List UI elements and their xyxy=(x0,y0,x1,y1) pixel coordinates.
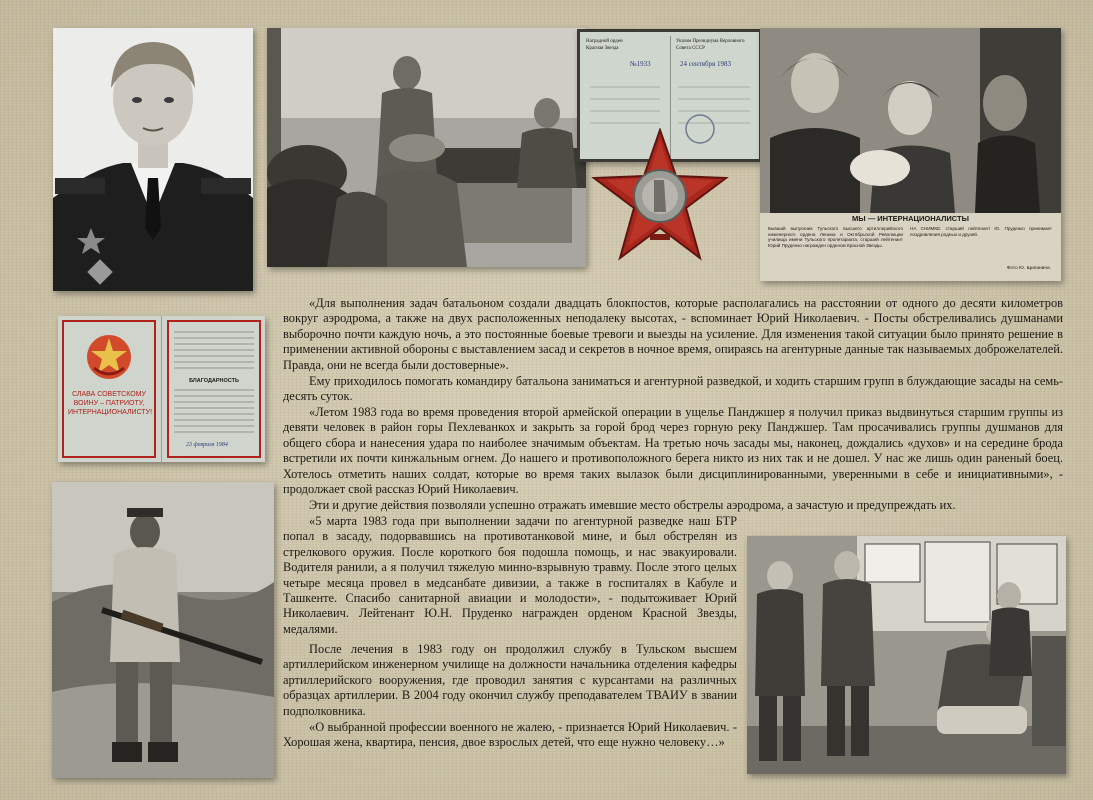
certificate-right-header: Указом Президиума Верховного Совета СССР xyxy=(676,39,745,51)
banner-emblem-icon xyxy=(84,332,134,382)
newspaper-caption: Бывший выпускник Тульского высшего артиллерийского инженерного ордена Ленина и Октябрьской Революции училища имени Тульского пролетариата, старший лейтенант Юрий Пруденко награжден орденом Красной Звезды. xyxy=(768,226,903,249)
classroom-photo xyxy=(747,536,1066,774)
booklet-slogan: СЛАВА СОВЕТСКОМУ ВОИНУ – ПАТРИОТУ, ИНТЕРНАЦИОНАЛИСТУ! xyxy=(68,391,153,416)
booklet-title: БЛАГОДАРНОСТЬ xyxy=(189,378,239,384)
newspaper-clipping xyxy=(760,28,1061,281)
red-star-order-icon xyxy=(590,128,730,264)
paragraph-1: «Для выполнения задач батальоном создали двадцать блокпостов, которые располагались на расстоянии от одного до десяти километров вокруг аэродрома, а также на двух расположенных неподалеку высотах, - вспоминает Юрий Николаевич. - Посты обстреливались душманами выборочно почти каждую ночь, а это постоянные боевые тревоги и выезды на усиление. Для изменения такой ситуации было принято решение в применении активной обороны с выставлением засад и секретов в ночное время, опираясь на агентурные данные так называемых доброжелателей. Правда, они не всегда были достоверные». xyxy=(283,296,1063,372)
certificate-number: №1933 xyxy=(630,60,651,68)
booklet-date: 23 февраля 1984 xyxy=(186,442,228,448)
paragraph-6: После лечения в 1983 году он продолжил службу в Тульском высшем артиллерийском инженерном училище на должности начальника отделения кафедры артиллерийского вооружения, где проводил занятия с курсантами на различных образцах артиллерии. В 2004 году окончил службу преподавателем ТВАИУ в звании подполковника. xyxy=(283,642,737,718)
newspaper-headline: МЫ — ИНТЕРНАЦИОНАЛИСТЫ xyxy=(852,214,969,223)
certificate-date: 24 сентября 1983 xyxy=(680,60,732,68)
gratitude-booklet xyxy=(58,316,265,462)
meeting-photo xyxy=(267,28,586,267)
newspaper-photo-note: НА СНИМКЕ: старший лейтенант Ю. Пруденко принимает поздравления родных и друзей. xyxy=(910,226,1052,237)
paragraph-5: «5 марта 1983 года при выполнении задачи по агентурной разведке наш БТР попал в засаду, подорвавшись на противотанковой мине, и был обстрелян из стрелкового оружия. После короткого боя подошла помощь, и нас эвакуировали. Водителя ранили, а я получил тяжелую минно-взрывную травму. После этого целых четыре месяца провел в медсанбате дивизии, а также в госпиталях в Кабуле и Ташкенте. Спасибо санитарной авиации и молодости», - подытоживает Юрий Николаевич. Лейтенант Ю.Н. Пруденко награжден орденом Красной Звезды, медалями. xyxy=(283,514,737,636)
paragraph-4: Эти и другие действия позволяли успешно отражать имевшие место обстрелы аэродрома, а зачастую и предупреждать их. xyxy=(309,498,956,512)
paragraph-7: «О выбранной профессии военного не жалею, - признается Юрий Николаевич. - Хорошая жена, квартира, пенсия, двое взрослых детей, что еще нужно человеку…» xyxy=(283,720,737,750)
paragraph-3: «Летом 1983 года во время проведения второй армейской операции в ущелье Панджшер я получил приказ выдвинуться старшим группы из девяти человек в район горы Пехлеванкох и закрыть за горой брод через горную реку Панджшер. Там просачивались группы душманов для общего сбора и нанесения удара по наиболее значимым объектам. На третью ночь засады мы, наконец, дождались «духов» и на середине брода встретили их почти кинжальным огнем. До нашего и противоположного берега никто из них так и не дошел. У нас же лишь один раненый боец. Хотелось отметить наших солдат, которые во время таких вылазок были дисциплинированными, уверенными в себе и инициативными», - продолжает свой рассказ Юрий Николаевич. xyxy=(283,405,1063,497)
certificate-left-header: Наградной орден Красная Звезда xyxy=(586,39,623,51)
booklet-text-lines-icon xyxy=(174,328,256,448)
soldier-rifle-photo xyxy=(52,482,274,778)
newspaper-credit: Фото Ю. Щипанина. xyxy=(1006,266,1051,271)
portrait-photo xyxy=(53,28,253,291)
paragraph-2: Ему приходилось помогать командиру батальона заниматься и агентурной разведкой, и ходить старшим групп в блуждающие засады на семь-десять суток. xyxy=(283,374,1063,404)
